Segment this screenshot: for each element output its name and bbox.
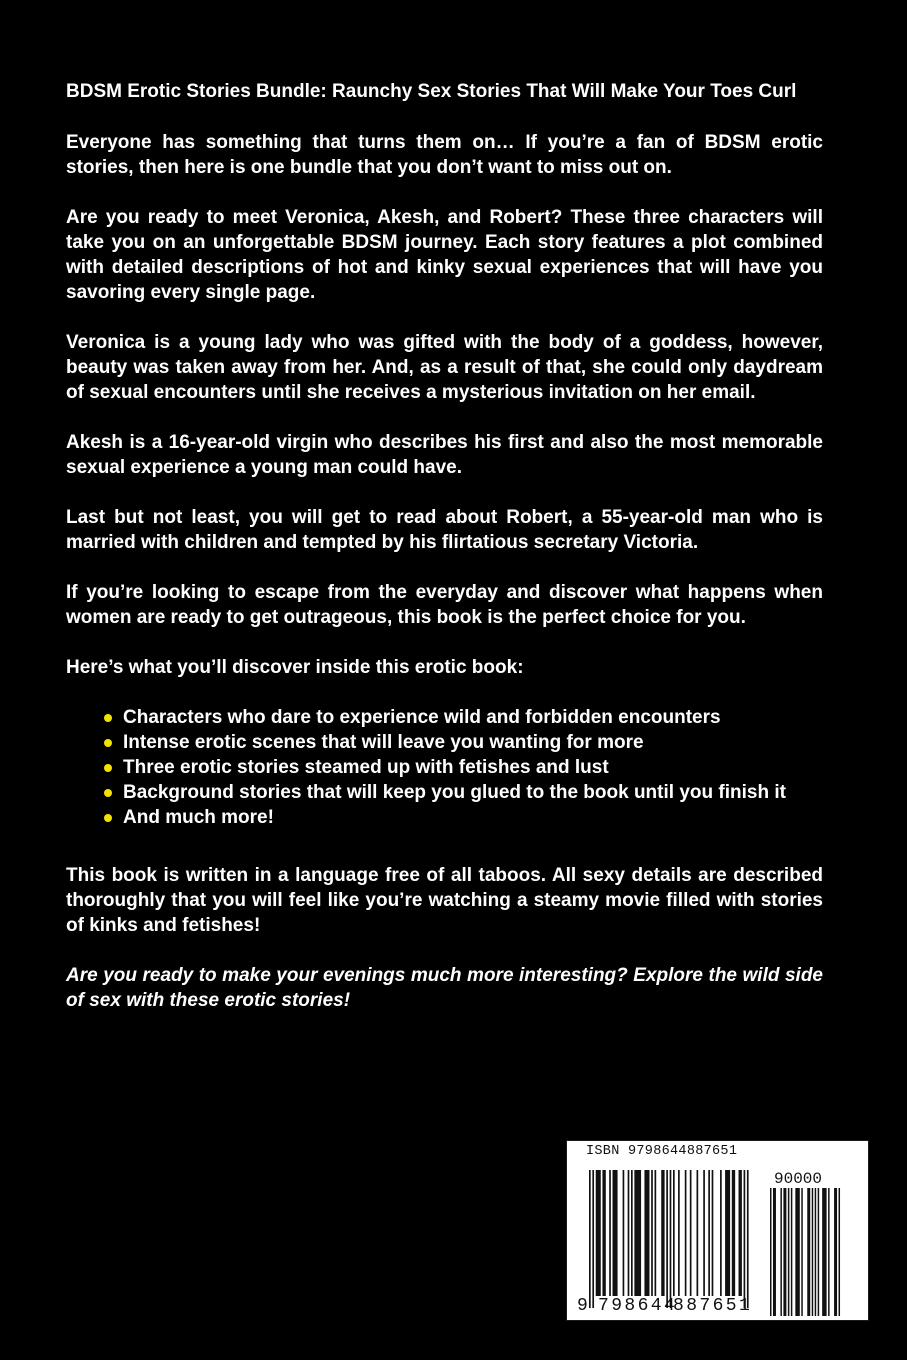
- barcode-bar: [631, 1170, 633, 1296]
- list-item: [104, 730, 823, 755]
- barcode-bar: [703, 1170, 705, 1296]
- barcode-bar: [613, 1170, 618, 1296]
- barcode-bar: [678, 1170, 680, 1296]
- addon-bar: [818, 1188, 819, 1316]
- closing-question: Are you ready to make your evenings much more interesting? Explore the wild side of sex with these erotic stories!: [66, 965, 823, 1011]
- barcode-bar: [708, 1170, 710, 1296]
- barcode-guard-bar: [747, 1170, 749, 1308]
- book-title: BDSM Erotic Stories Bundle: Raunchy Sex Stories That Will Make Your Toes Curl: [66, 81, 797, 102]
- barcode-bar: [655, 1170, 657, 1296]
- barcode-bar: [634, 1170, 641, 1296]
- barcode-bar: [644, 1170, 649, 1296]
- paragraph-akesh: Akesh is a 16-year-old virgin who describes his first and also the most memorable sexual experience a young man could have.: [66, 432, 823, 478]
- bullet-dot-icon: [104, 739, 112, 747]
- barcode-guard-bar: [744, 1170, 746, 1308]
- list-item: [104, 755, 823, 780]
- barcode-bar: [628, 1170, 630, 1296]
- list-item: [104, 705, 823, 730]
- barcode-bar: [685, 1170, 687, 1296]
- barcode-digits-right: 887651: [673, 1296, 753, 1316]
- barcode-bar: [673, 1170, 675, 1296]
- barcode-bar: [732, 1170, 735, 1296]
- paragraph-robert: Last but not least, you will get to read about Robert, a 55-year-old man who is married with children and tempted by his flirtatious secretary Victoria.: [66, 507, 823, 553]
- paragraph-characters: Are you ready to meet Veronica, Akesh, and Robert? These three characters will take you on an unforgettable BDSM journey. Each story features a plot combined with detailed descriptions of hot and kinky sexual experiences that will have you savoring every single page.: [66, 207, 823, 303]
- addon-bar: [839, 1188, 840, 1316]
- list-item-text: Intense erotic scenes that will leave you wanting for more: [123, 732, 644, 753]
- barcode-bar: [739, 1170, 742, 1296]
- list-item: [104, 805, 823, 830]
- barcode-guard-bar: [589, 1170, 591, 1308]
- bullet-dot-icon: [104, 714, 112, 722]
- paragraph-escape: If you’re looking to escape from the everyday and discover what happens when women are ready to get outrageous, this book is the perfect choice for you.: [66, 582, 823, 628]
- addon-bar: [770, 1188, 771, 1316]
- addon-bar: [815, 1188, 816, 1316]
- addon-bar: [773, 1188, 776, 1316]
- addon-bar: [801, 1188, 802, 1316]
- addon-bar: [783, 1188, 786, 1316]
- addon-bar: [834, 1188, 837, 1316]
- barcode-digit-first: 9: [577, 1296, 591, 1316]
- barcode-guard-bar: [666, 1170, 668, 1308]
- paragraph-intro: Everyone has something that turns them on… If you’re a fan of BDSM erotic stories, then here is one bundle that you don’t want to miss out on.: [66, 132, 823, 178]
- barcode-bar: [602, 1170, 605, 1296]
- barcode-bar: [623, 1170, 625, 1296]
- price-code: 90000: [774, 1170, 823, 1188]
- barcode-bars: [567, 1141, 868, 1320]
- list-intro: Here’s what you’ll discover inside this erotic book:: [66, 657, 524, 678]
- barcode-digits-left: 798644: [598, 1296, 678, 1316]
- addon-bar: [812, 1188, 813, 1316]
- addon-bar: [828, 1188, 829, 1316]
- addon-bar: [822, 1188, 826, 1316]
- description-text: [66, 79, 823, 1038]
- list-item-text: And much more!: [123, 807, 274, 828]
- addon-bar: [795, 1188, 799, 1316]
- barcode-bar: [720, 1170, 722, 1296]
- barcode-bar: [596, 1170, 601, 1296]
- list-item: [104, 780, 823, 805]
- barcode-guard-bar: [592, 1170, 594, 1308]
- addon-bar: [788, 1188, 789, 1316]
- paragraph-veronica: Veronica is a young lady who was gifted with the body of a goddess, however, beauty was taken away from her. And, as a result of that, she could only daydream of sexual encounters until she receives a mysterious invitation on her email.: [66, 332, 823, 403]
- barcode-bar: [609, 1170, 611, 1296]
- addon-bar: [791, 1188, 792, 1316]
- barcode-bar: [725, 1170, 730, 1296]
- barcode-bar: [712, 1170, 714, 1296]
- isbn-barcode: [566, 1140, 869, 1321]
- addon-bar: [807, 1188, 810, 1316]
- barcode-bar: [697, 1170, 699, 1296]
- bullet-dot-icon: [104, 764, 112, 772]
- paragraph-taboos: This book is written in a language free of all taboos. All sexy details are described thoroughly that you will feel like you’re watching a steamy movie filled with stories of kinks and fetishes!: [66, 865, 823, 936]
- barcode-bar: [690, 1170, 692, 1296]
- list-item-text: Characters who dare to experience wild and forbidden encounters: [123, 707, 721, 728]
- barcode-guard-bar: [670, 1170, 672, 1308]
- list-item-text: Three erotic stories steamed up with fetishes and lust: [123, 757, 609, 778]
- barcode-bar: [651, 1170, 653, 1296]
- feature-list: [66, 705, 823, 830]
- list-item-text: Background stories that will keep you glued to the book until you finish it: [123, 782, 786, 803]
- barcode-bar: [661, 1170, 664, 1296]
- addon-bar: [780, 1188, 781, 1316]
- isbn-label: ISBN 9798644887651: [586, 1144, 738, 1159]
- bullet-dot-icon: [104, 789, 112, 797]
- bullet-dot-icon: [104, 814, 112, 822]
